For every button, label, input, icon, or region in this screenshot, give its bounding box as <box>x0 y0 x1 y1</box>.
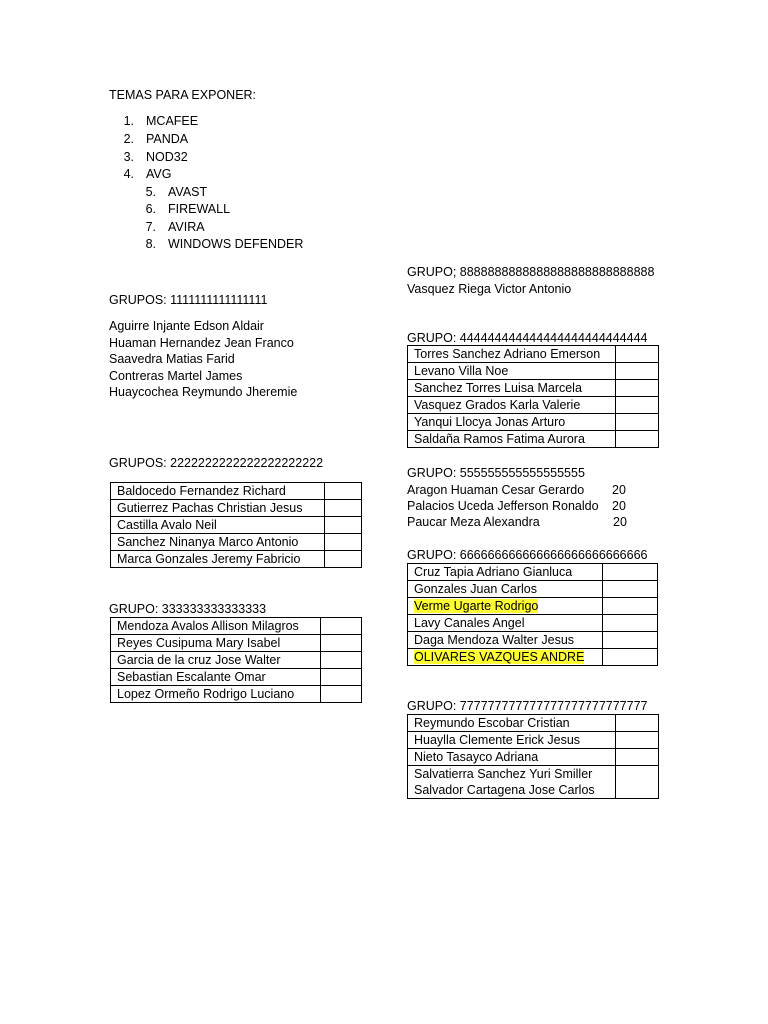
table-row <box>408 715 659 732</box>
member-name: Sanchez Torres Luisa Marcela <box>408 380 616 397</box>
table-row <box>111 635 362 652</box>
tema-item-2 <box>112 131 188 149</box>
member-name: Baldocedo Fernandez Richard <box>111 483 325 500</box>
tema-item-5 <box>134 184 207 202</box>
grupo3-table <box>110 617 362 703</box>
member-name: Gutierrez Pachas Christian Jesus <box>111 500 325 517</box>
tema-num: 3. <box>123 150 134 164</box>
member-name: Vasquez Grados Karla Valerie <box>408 397 616 414</box>
member-name: Saavedra Matias Farid <box>109 352 235 366</box>
member-name: Contreras Martel James <box>109 368 243 383</box>
tema-label: AVAST <box>168 185 208 199</box>
tema-num: 2. <box>123 132 134 146</box>
table-row <box>111 534 362 551</box>
score-cell <box>325 551 362 568</box>
table-row <box>111 669 362 686</box>
table-row <box>408 649 658 666</box>
member-name: Paucar Meza Alexandra <box>407 515 540 529</box>
member-name <box>408 649 603 666</box>
member-name: Palacios Uceda Jefferson Ronaldo <box>407 499 599 513</box>
score-cell <box>321 635 362 652</box>
table-row <box>408 380 659 397</box>
grupo4-table <box>407 345 659 448</box>
score-cell <box>321 618 362 635</box>
list-item <box>407 514 647 530</box>
member-name: Cruz Tapia Adriano Gianluca <box>408 564 603 581</box>
member-name: Castilla Avalo Neil <box>111 517 325 534</box>
score-cell <box>321 686 362 703</box>
member-name: Sanchez Ninanya Marco Antonio <box>111 534 325 551</box>
score-cell <box>603 564 658 581</box>
table-row <box>408 363 659 380</box>
tema-label: WINDOWS DEFENDER <box>168 237 304 251</box>
table-row <box>408 564 658 581</box>
member-name: Garcia de la cruz Jose Walter <box>111 652 321 669</box>
table-row <box>111 652 362 669</box>
list-item <box>407 498 647 514</box>
member-name: Aragon Huaman Cesar Gerardo <box>407 483 585 497</box>
member-name: Yanqui Llocya Jonas Arturo <box>408 414 616 431</box>
member-score: 20 <box>612 499 626 513</box>
score-cell <box>616 766 659 799</box>
table-row <box>408 732 659 749</box>
grupo2-heading: GRUPOS: 2222222222222222222222 <box>109 456 324 470</box>
tema-num: 1. <box>123 114 134 128</box>
grupo1-list <box>109 318 297 401</box>
member-name: Lavy Canales Angel <box>408 615 603 632</box>
table-row <box>408 632 658 649</box>
grupo2-table <box>110 482 362 568</box>
highlighted-name: OLIVARES VAZQUES ANDRE <box>414 649 585 664</box>
score-cell <box>325 517 362 534</box>
member-name: Huaman Hernandez Jean Franco <box>109 335 294 350</box>
score-cell <box>603 615 658 632</box>
grupo6-table <box>407 563 658 666</box>
member-name: Nieto Tasayco Adriana <box>408 749 616 766</box>
tema-item-1 <box>112 113 198 131</box>
grupo5-heading: GRUPO: 555555555555555555 <box>407 466 585 480</box>
member-name: Lopez Ormeño Rodrigo Luciano <box>111 686 321 703</box>
score-cell <box>603 581 658 598</box>
score-cell <box>325 500 362 517</box>
tema-item-6 <box>134 201 230 219</box>
score-cell <box>616 431 659 448</box>
member-name: Huaylla Clemente Erick Jesus <box>408 732 616 749</box>
table-row <box>408 581 658 598</box>
tema-label: PANDA <box>146 132 189 146</box>
member-name: Gonzales Juan Carlos <box>408 581 603 598</box>
highlighted-name: Verme Ugarte Rodrigo <box>414 598 539 613</box>
score-cell <box>603 632 658 649</box>
table-row <box>111 618 362 635</box>
tema-item-7 <box>134 219 205 237</box>
member-name: Salvador Cartagena Jose Carlos <box>414 783 595 797</box>
table-row <box>111 551 362 568</box>
tema-num: 6. <box>145 202 156 216</box>
score-cell <box>616 732 659 749</box>
list-item <box>407 482 647 498</box>
score-cell <box>325 534 362 551</box>
member-name: Reyes Cusipuma Mary Isabel <box>111 635 321 652</box>
table-row <box>408 615 658 632</box>
table-row <box>408 397 659 414</box>
member-name: Daga Mendoza Walter Jesus <box>408 632 603 649</box>
table-row <box>111 686 362 703</box>
tema-label: AVG <box>146 167 172 181</box>
temas-heading: TEMAS PARA EXPONER: <box>109 88 257 102</box>
table-row <box>408 431 659 448</box>
member-name: Reymundo Escobar Cristian <box>408 715 616 732</box>
score-cell <box>616 363 659 380</box>
score-cell <box>603 598 658 615</box>
grupo1-heading: GRUPOS: 1111111111111111 <box>109 293 268 307</box>
member-name: Huaycochea Reymundo Jheremie <box>109 385 298 399</box>
score-cell <box>603 649 658 666</box>
score-cell <box>616 749 659 766</box>
member-name <box>408 598 603 615</box>
table-row <box>408 766 659 799</box>
table-row <box>408 598 658 615</box>
score-cell <box>325 483 362 500</box>
tema-item-4 <box>112 166 171 184</box>
grupo7-table <box>407 714 659 799</box>
table-row <box>408 414 659 431</box>
member-name: Salvatierra Sanchez Yuri Smiller <box>414 767 593 781</box>
tema-num: 7. <box>145 220 156 234</box>
member-name: Levano Villa Noe <box>408 363 616 380</box>
grupo7-heading: GRUPO: 777777777777777777777777777 <box>407 699 648 713</box>
grupo8-heading: GRUPO; 8888888888888888888888888888 <box>407 265 655 279</box>
table-row <box>408 749 659 766</box>
tema-label: NOD32 <box>146 150 188 164</box>
grupo4-heading: GRUPO: 444444444444444444444444444 <box>407 331 648 345</box>
table-row <box>111 483 362 500</box>
member-name: Torres Sanchez Adriano Emerson <box>408 346 616 363</box>
tema-num: 8. <box>145 237 156 251</box>
table-row <box>111 500 362 517</box>
table-row <box>408 346 659 363</box>
tema-label: FIREWALL <box>168 202 231 216</box>
score-cell <box>321 652 362 669</box>
member-name: Mendoza Avalos Allison Milagros <box>111 618 321 635</box>
member-name: Saldaña Ramos Fatima Aurora <box>408 431 616 448</box>
score-cell <box>616 715 659 732</box>
tema-label: AVIRA <box>168 220 205 234</box>
member-name: Sebastian Escalante Omar <box>111 669 321 686</box>
member-name-pair <box>408 766 616 799</box>
tema-item-8 <box>134 236 303 254</box>
member-name: Marca Gonzales Jeremy Fabricio <box>111 551 325 568</box>
member-name: Aguirre Injante Edson Aldair <box>109 319 264 333</box>
grupo6-heading: GRUPO: 666666666666666666666666666 <box>407 548 648 562</box>
score-cell <box>616 380 659 397</box>
member-score: 20 <box>613 515 627 529</box>
score-cell <box>321 669 362 686</box>
grupo3-heading: GRUPO: 333333333333333 <box>109 602 267 616</box>
member-name: Vasquez Riega Victor Antonio <box>407 282 572 296</box>
tema-num: 4. <box>123 167 134 181</box>
tema-label: MCAFEE <box>146 114 199 128</box>
member-score: 20 <box>612 483 626 497</box>
tema-num: 5. <box>145 185 156 199</box>
score-cell <box>616 414 659 431</box>
score-cell <box>616 397 659 414</box>
tema-item-3 <box>112 149 188 167</box>
grupo5-list <box>407 482 647 530</box>
score-cell <box>616 346 659 363</box>
table-row <box>111 517 362 534</box>
